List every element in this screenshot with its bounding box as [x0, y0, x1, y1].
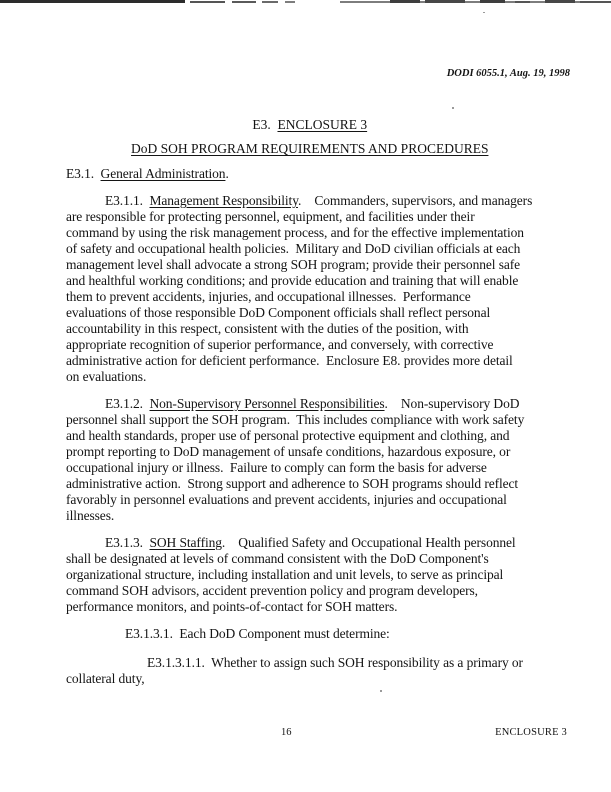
underlined-run: Non-Supervisory Personnel Responsibilities: [149, 396, 385, 411]
text-run: command by using the risk management process, and for the effective implementation: [66, 225, 524, 240]
scan-artifact-segment: [190, 1, 225, 3]
text-run: accountability in this respect, consistent with the duties of the position, with: [66, 321, 469, 336]
text-line: [66, 305, 532, 321]
text-run: and healthful working conditions; and provide education and training that will enable: [66, 273, 519, 288]
text-run: them to prevent accidents, injuries, and occupational illnesses. Performance: [66, 289, 471, 304]
text-run: organizational structure, including installation and unit levels, to serve as principal: [66, 567, 504, 582]
text-line: [66, 551, 532, 567]
page-number: 16: [281, 727, 292, 738]
scan-artifact-segment: [390, 0, 420, 3]
text-line: [66, 599, 532, 615]
scan-artifact-segment: [480, 0, 505, 3]
text-line: [66, 535, 532, 551]
text-run: E3.1.3.: [105, 535, 150, 550]
text-run: E3.1.2.: [105, 396, 150, 411]
scan-artifact-segment: [580, 1, 611, 3]
underlined-run: General Administration: [100, 166, 226, 181]
underlined-run: Management Responsibility: [149, 193, 298, 208]
text-line: [66, 225, 532, 241]
text-line: [66, 241, 532, 257]
text-run: of safety and occupational health policies. Military and DoD civilian officials at each: [66, 241, 521, 256]
text-line: [66, 257, 532, 273]
text-line: [66, 476, 532, 492]
text-line: [66, 412, 532, 428]
text-run: performance monitors, and points-of-contact for SOH matters.: [66, 599, 398, 614]
text-line: [66, 321, 532, 337]
text-run: administrative action for deficient performance. Enclosure E8. provides more detail: [66, 353, 513, 368]
text-run: E3.1.3.1.1. Whether to assign such SOH responsibility as a primary or: [147, 655, 523, 670]
document-body: [66, 166, 532, 687]
text-run: evaluations of those responsible DoD Component officials shall reflect personal: [66, 305, 491, 320]
scan-artifact-segment: [515, 1, 530, 3]
text-run: occupational injury or illness. Failure to comply can form the basis for adverse: [66, 460, 487, 475]
text-line: [66, 273, 532, 289]
text-run: E3.1.3.1. Each DoD Component must determine:: [125, 626, 390, 641]
text-line: [66, 444, 532, 460]
scan-artifact-top-edge: [0, 0, 611, 4]
scan-artifact-segment: [0, 0, 185, 3]
text-run: management level shall advocate a strong SOH program; provide their personnel safe: [66, 257, 521, 272]
document-header: [436, 57, 570, 90]
text-run: appropriate recognition of superior performance, and conversely, with corrective: [66, 337, 494, 352]
para-e3-1-3-1: [66, 626, 532, 642]
text-line: [66, 396, 532, 412]
text-run: on evaluations.: [66, 369, 147, 384]
scan-artifact-segment: [262, 1, 278, 3]
text-run: . Non-supervisory DoD: [384, 396, 520, 411]
scan-artifact-segment: [425, 0, 465, 3]
para-e3-1-2: [66, 396, 532, 524]
enclosure-number: E3.: [252, 117, 278, 132]
text-line: [66, 166, 532, 182]
text-line: [66, 655, 532, 671]
text-line: [66, 209, 532, 225]
text-line: [66, 567, 532, 583]
para-e3-1-3: [66, 535, 532, 615]
text-line: [66, 193, 532, 209]
text-run: .: [225, 166, 229, 181]
footer-enclosure-label: ENCLOSURE 3: [495, 727, 567, 738]
underlined-run: SOH Staffing: [149, 535, 222, 550]
text-run: E3.1.1.: [105, 193, 150, 208]
text-line: [66, 671, 532, 687]
text-line: [66, 626, 532, 642]
text-run: E3.1.: [66, 166, 101, 181]
enclosure-label: ENCLOSURE 3: [277, 117, 368, 132]
text-line: [66, 460, 532, 476]
scan-speck: [380, 690, 382, 692]
text-line: [66, 508, 532, 524]
text-line: [66, 428, 532, 444]
document-title-text: DoD SOH PROGRAM REQUIREMENTS AND PROCEDURES: [131, 141, 489, 156]
text-line: [66, 492, 532, 508]
doc-reference: DODI 6055.1, Aug. 19, 1998: [446, 68, 570, 79]
text-line: [66, 289, 532, 305]
text-line: [66, 353, 532, 369]
text-run: command SOH advisors, accident prevention policy and program developers,: [66, 583, 478, 598]
text-run: administrative action. Strong support and adherence to SOH programs should reflect: [66, 476, 519, 491]
text-run: favorably in personnel evaluations and prevent accidents, injuries and occupational: [66, 492, 507, 507]
para-e3-1-1: [66, 193, 532, 385]
text-line: [66, 369, 532, 385]
section-heading-e3-1: [66, 166, 532, 182]
scan-artifact-segment: [232, 1, 256, 3]
scan-speck: [483, 12, 485, 13]
text-run: prompt reporting to DoD management of unsafe conditions, hazardous exposure, or: [66, 444, 511, 459]
text-line: [66, 337, 532, 353]
text-line: [66, 583, 532, 599]
text-run: are responsible for protecting personnel, equipment, and facilities under their: [66, 209, 475, 224]
text-run: collateral duty,: [66, 671, 145, 686]
text-run: illnesses.: [66, 508, 115, 523]
text-run: . Commanders, supervisors, and managers: [297, 193, 533, 208]
text-run: . Qualified Safety and Occupational Health personnel: [221, 535, 516, 550]
text-run: and health standards, proper use of personal protective equipment and clothing, and: [66, 428, 510, 443]
text-run: shall be designated at levels of command consistent with the DoD Component's: [66, 551, 489, 566]
scan-artifact-segment: [545, 0, 575, 3]
text-run: personnel shall support the SOH program. This includes compliance with work safety: [66, 412, 525, 427]
para-e3-1-3-1-1: [66, 655, 532, 687]
scan-artifact-segment: [285, 1, 295, 3]
